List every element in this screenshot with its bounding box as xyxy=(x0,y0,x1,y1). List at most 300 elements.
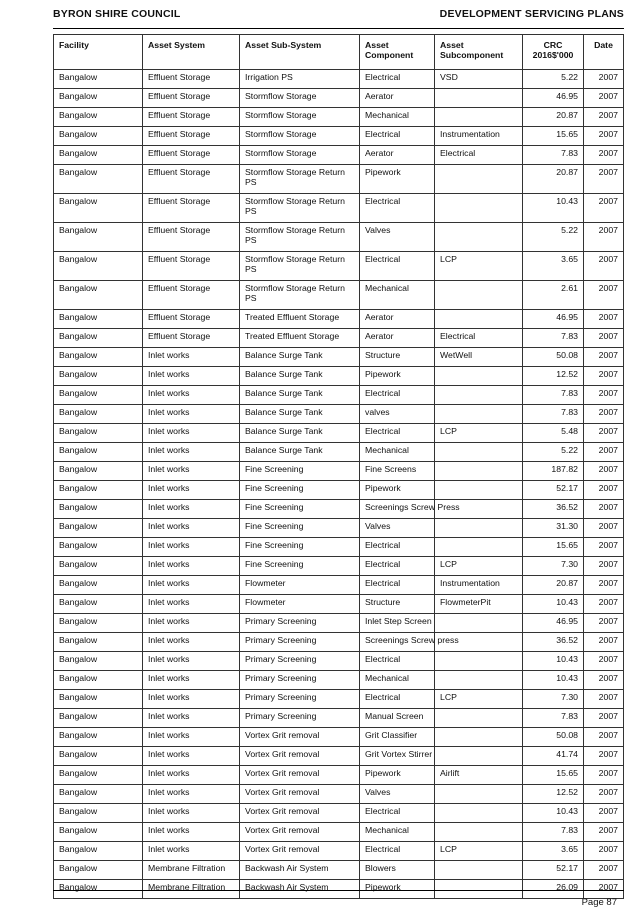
cell-asset-sub-system: Vortex Grit removal xyxy=(240,766,360,785)
cell-asset-sub-system: Stormflow Storage xyxy=(240,146,360,165)
cell-asset-subcomponent xyxy=(435,386,523,405)
cell-asset-subcomponent xyxy=(435,652,523,671)
column-header-date: Date xyxy=(584,35,624,70)
cell-facility: Bangalow xyxy=(54,443,143,462)
cell-asset-component: Inlet Step Screen xyxy=(360,614,435,633)
cell-asset-sub-system: Vortex Grit removal xyxy=(240,804,360,823)
cell-asset-subcomponent xyxy=(435,747,523,766)
cell-asset-component: Electrical xyxy=(360,557,435,576)
cell-facility: Bangalow xyxy=(54,538,143,557)
cell-date: 2007 xyxy=(584,281,624,310)
cell-asset-system: Inlet works xyxy=(143,614,240,633)
cell-crc-value: 7.83 xyxy=(523,146,584,165)
cell-crc-value: 5.22 xyxy=(523,223,584,252)
cell-asset-system: Inlet works xyxy=(143,519,240,538)
table-body xyxy=(54,70,624,899)
table-row xyxy=(54,804,624,823)
cell-crc-value: 7.30 xyxy=(523,690,584,709)
cell-asset-subcomponent: LCP xyxy=(435,690,523,709)
cell-asset-sub-system: Primary Screening xyxy=(240,633,360,652)
cell-date: 2007 xyxy=(584,766,624,785)
cell-asset-sub-system: Fine Screening xyxy=(240,538,360,557)
table-row xyxy=(54,329,624,348)
cell-facility: Bangalow xyxy=(54,804,143,823)
cell-asset-component: Aerator xyxy=(360,146,435,165)
cell-crc-value: 7.83 xyxy=(523,329,584,348)
cell-asset-system: Inlet works xyxy=(143,367,240,386)
cell-crc-value: 5.22 xyxy=(523,70,584,89)
cell-asset-component: Aerator xyxy=(360,310,435,329)
cell-asset-subcomponent: Instrumentation xyxy=(435,576,523,595)
table-row xyxy=(54,709,624,728)
cell-facility: Bangalow xyxy=(54,405,143,424)
cell-crc-value: 5.48 xyxy=(523,424,584,443)
cell-date: 2007 xyxy=(584,690,624,709)
cell-asset-sub-system: Balance Surge Tank xyxy=(240,443,360,462)
cell-asset-subcomponent: VSD xyxy=(435,70,523,89)
table-row xyxy=(54,614,624,633)
cell-asset-system: Membrane Filtration xyxy=(143,861,240,880)
cell-asset-component: Grit Vortex Stirrer xyxy=(360,747,435,766)
table-row xyxy=(54,728,624,747)
cell-crc-value: 7.83 xyxy=(523,386,584,405)
cell-asset-subcomponent xyxy=(435,614,523,633)
cell-date: 2007 xyxy=(584,519,624,538)
cell-crc-value: 10.43 xyxy=(523,652,584,671)
table-row xyxy=(54,557,624,576)
cell-asset-component: Electrical xyxy=(360,576,435,595)
column-header-asset-system: Asset System xyxy=(143,35,240,70)
cell-facility: Bangalow xyxy=(54,281,143,310)
table-row xyxy=(54,500,624,519)
cell-crc-value: 20.87 xyxy=(523,108,584,127)
cell-asset-component: Valves xyxy=(360,519,435,538)
cell-crc-value: 7.83 xyxy=(523,709,584,728)
cell-crc-value: 7.30 xyxy=(523,557,584,576)
cell-facility: Bangalow xyxy=(54,165,143,194)
table-row xyxy=(54,462,624,481)
cell-asset-system: Inlet works xyxy=(143,500,240,519)
cell-facility: Bangalow xyxy=(54,785,143,804)
cell-asset-subcomponent: LCP xyxy=(435,842,523,861)
cell-crc-value: 10.43 xyxy=(523,595,584,614)
cell-facility: Bangalow xyxy=(54,462,143,481)
cell-asset-sub-system: Stormflow Storage xyxy=(240,89,360,108)
column-header-asset-component: Asset Component xyxy=(360,35,435,70)
cell-asset-system: Inlet works xyxy=(143,424,240,443)
cell-asset-sub-system: Vortex Grit removal xyxy=(240,785,360,804)
cell-facility: Bangalow xyxy=(54,519,143,538)
cell-asset-system: Inlet works xyxy=(143,747,240,766)
table-row xyxy=(54,194,624,223)
cell-asset-component: Blowers xyxy=(360,861,435,880)
cell-asset-system: Effluent Storage xyxy=(143,70,240,89)
cell-facility: Bangalow xyxy=(54,348,143,367)
cell-crc-value: 7.83 xyxy=(523,823,584,842)
cell-date: 2007 xyxy=(584,671,624,690)
table-row xyxy=(54,89,624,108)
cell-date: 2007 xyxy=(584,127,624,146)
table-row xyxy=(54,223,624,252)
table-row xyxy=(54,146,624,165)
table-row xyxy=(54,281,624,310)
cell-date: 2007 xyxy=(584,462,624,481)
cell-asset-subcomponent xyxy=(435,194,523,223)
cell-crc-value: 50.08 xyxy=(523,348,584,367)
cell-facility: Bangalow xyxy=(54,728,143,747)
cell-asset-component: Structure xyxy=(360,595,435,614)
cell-date: 2007 xyxy=(584,880,624,899)
cell-date: 2007 xyxy=(584,252,624,281)
cell-asset-sub-system: Primary Screening xyxy=(240,709,360,728)
cell-asset-subcomponent: LCP xyxy=(435,424,523,443)
cell-facility: Bangalow xyxy=(54,329,143,348)
cell-asset-system: Inlet works xyxy=(143,785,240,804)
cell-crc-value: 3.65 xyxy=(523,842,584,861)
cell-asset-sub-system: Vortex Grit removal xyxy=(240,747,360,766)
council-name: BYRON SHIRE COUNCIL xyxy=(53,8,181,20)
table-row xyxy=(54,595,624,614)
cell-date: 2007 xyxy=(584,310,624,329)
cell-asset-sub-system: Stormflow Storage xyxy=(240,108,360,127)
cell-crc-value: 12.52 xyxy=(523,367,584,386)
cell-crc-value: 36.52 xyxy=(523,633,584,652)
cell-facility: Bangalow xyxy=(54,595,143,614)
cell-crc-value: 50.08 xyxy=(523,728,584,747)
table-row xyxy=(54,690,624,709)
cell-date: 2007 xyxy=(584,194,624,223)
cell-asset-component: Pipework xyxy=(360,766,435,785)
cell-asset-sub-system: Balance Surge Tank xyxy=(240,405,360,424)
table-row xyxy=(54,842,624,861)
cell-date: 2007 xyxy=(584,538,624,557)
cell-asset-subcomponent xyxy=(435,709,523,728)
cell-crc-value: 15.65 xyxy=(523,766,584,785)
cell-asset-subcomponent xyxy=(435,804,523,823)
cell-asset-subcomponent xyxy=(435,223,523,252)
cell-date: 2007 xyxy=(584,108,624,127)
cell-crc-value: 15.65 xyxy=(523,127,584,146)
cell-crc-value: 26.09 xyxy=(523,880,584,899)
cell-asset-sub-system: Flowmeter xyxy=(240,595,360,614)
cell-date: 2007 xyxy=(584,785,624,804)
cell-asset-subcomponent: WetWell xyxy=(435,348,523,367)
cell-asset-sub-system: Primary Screening xyxy=(240,690,360,709)
cell-asset-sub-system: Vortex Grit removal xyxy=(240,842,360,861)
cell-asset-component: Mechanical xyxy=(360,671,435,690)
cell-asset-subcomponent xyxy=(435,785,523,804)
cell-asset-component: Aerator xyxy=(360,329,435,348)
cell-asset-sub-system: Stormflow Storage Return PS xyxy=(240,281,360,310)
cell-asset-component: Electrical xyxy=(360,804,435,823)
cell-facility: Bangalow xyxy=(54,223,143,252)
cell-asset-subcomponent: LCP xyxy=(435,557,523,576)
column-header-asset-subcomponent: Asset Subcomponent xyxy=(435,35,523,70)
cell-asset-subcomponent xyxy=(435,880,523,899)
cell-facility: Bangalow xyxy=(54,842,143,861)
cell-crc-value: 52.17 xyxy=(523,481,584,500)
cell-asset-sub-system: Fine Screening xyxy=(240,462,360,481)
cell-date: 2007 xyxy=(584,223,624,252)
cell-asset-sub-system: Backwash Air System xyxy=(240,861,360,880)
page-number: Page 87 xyxy=(581,897,617,908)
cell-asset-component: Electrical xyxy=(360,424,435,443)
cell-asset-system: Inlet works xyxy=(143,728,240,747)
cell-facility: Bangalow xyxy=(54,690,143,709)
cell-date: 2007 xyxy=(584,823,624,842)
cell-asset-subcomponent xyxy=(435,823,523,842)
cell-date: 2007 xyxy=(584,348,624,367)
cell-asset-system: Inlet works xyxy=(143,462,240,481)
cell-asset-component: Mechanical xyxy=(360,281,435,310)
cell-asset-system: Effluent Storage xyxy=(143,127,240,146)
cell-asset-subcomponent: Electrical xyxy=(435,329,523,348)
table-row xyxy=(54,348,624,367)
cell-crc-value: 36.52 xyxy=(523,500,584,519)
cell-date: 2007 xyxy=(584,728,624,747)
cell-asset-sub-system: Treated Effluent Storage xyxy=(240,310,360,329)
cell-date: 2007 xyxy=(584,481,624,500)
table-row xyxy=(54,519,624,538)
cell-asset-system: Inlet works xyxy=(143,348,240,367)
cell-asset-system: Inlet works xyxy=(143,633,240,652)
cell-date: 2007 xyxy=(584,70,624,89)
page-header xyxy=(53,8,624,26)
cell-facility: Bangalow xyxy=(54,671,143,690)
cell-asset-component: Electrical xyxy=(360,252,435,281)
cell-asset-component: Electrical xyxy=(360,652,435,671)
cell-asset-subcomponent xyxy=(435,310,523,329)
cell-date: 2007 xyxy=(584,652,624,671)
cell-crc-value: 46.95 xyxy=(523,310,584,329)
table-row xyxy=(54,70,624,89)
cell-asset-component: Valves xyxy=(360,785,435,804)
cell-asset-sub-system: Balance Surge Tank xyxy=(240,348,360,367)
cell-asset-system: Inlet works xyxy=(143,804,240,823)
table-row xyxy=(54,747,624,766)
cell-crc-value: 3.65 xyxy=(523,252,584,281)
cell-asset-system: Effluent Storage xyxy=(143,223,240,252)
cell-asset-system: Inlet works xyxy=(143,576,240,595)
cell-date: 2007 xyxy=(584,804,624,823)
cell-facility: Bangalow xyxy=(54,500,143,519)
cell-facility: Bangalow xyxy=(54,108,143,127)
cell-asset-component: Electrical xyxy=(360,70,435,89)
document-title: DEVELOPMENT SERVICING PLANS xyxy=(439,8,624,20)
cell-asset-sub-system: Stormflow Storage Return PS xyxy=(240,252,360,281)
cell-asset-system: Inlet works xyxy=(143,405,240,424)
cell-asset-system: Inlet works xyxy=(143,766,240,785)
cell-crc-value: 7.83 xyxy=(523,405,584,424)
cell-asset-sub-system: Stormflow Storage Return PS xyxy=(240,223,360,252)
footer-divider xyxy=(53,890,624,891)
cell-asset-sub-system: Balance Surge Tank xyxy=(240,386,360,405)
cell-asset-system: Effluent Storage xyxy=(143,310,240,329)
cell-facility: Bangalow xyxy=(54,481,143,500)
cell-asset-sub-system: Flowmeter xyxy=(240,576,360,595)
header-divider xyxy=(53,28,624,29)
table-row xyxy=(54,671,624,690)
table-row xyxy=(54,424,624,443)
cell-asset-system: Effluent Storage xyxy=(143,281,240,310)
cell-asset-component: Pipework xyxy=(360,165,435,194)
cell-asset-component: Mechanical xyxy=(360,823,435,842)
cell-asset-subcomponent xyxy=(435,538,523,557)
cell-asset-subcomponent xyxy=(435,443,523,462)
cell-asset-subcomponent xyxy=(435,367,523,386)
cell-date: 2007 xyxy=(584,747,624,766)
cell-crc-value: 46.95 xyxy=(523,614,584,633)
cell-asset-system: Inlet works xyxy=(143,709,240,728)
cell-asset-system: Inlet works xyxy=(143,842,240,861)
cell-facility: Bangalow xyxy=(54,367,143,386)
table-row xyxy=(54,405,624,424)
cell-asset-subcomponent xyxy=(435,728,523,747)
cell-crc-value: 31.30 xyxy=(523,519,584,538)
cell-asset-sub-system: Balance Surge Tank xyxy=(240,367,360,386)
table-row xyxy=(54,108,624,127)
column-header-asset-sub-system: Asset Sub-System xyxy=(240,35,360,70)
table-header-row xyxy=(54,35,624,70)
cell-asset-subcomponent xyxy=(435,281,523,310)
cell-asset-component: Fine Screens xyxy=(360,462,435,481)
cell-asset-subcomponent xyxy=(435,89,523,108)
cell-asset-component: Electrical xyxy=(360,194,435,223)
cell-asset-system: Effluent Storage xyxy=(143,194,240,223)
cell-asset-system: Inlet works xyxy=(143,823,240,842)
cell-facility: Bangalow xyxy=(54,146,143,165)
cell-asset-component: Electrical xyxy=(360,386,435,405)
cell-asset-system: Inlet works xyxy=(143,595,240,614)
cell-asset-component: Pipework xyxy=(360,880,435,899)
cell-crc-value: 187.82 xyxy=(523,462,584,481)
cell-asset-component: Valves xyxy=(360,223,435,252)
cell-crc-value: 10.43 xyxy=(523,804,584,823)
cell-facility: Bangalow xyxy=(54,880,143,899)
cell-facility: Bangalow xyxy=(54,861,143,880)
cell-asset-sub-system: Primary Screening xyxy=(240,671,360,690)
cell-crc-value: 12.52 xyxy=(523,785,584,804)
table-row xyxy=(54,127,624,146)
cell-asset-subcomponent: FlowmeterPit xyxy=(435,595,523,614)
cell-date: 2007 xyxy=(584,165,624,194)
cell-asset-sub-system: Balance Surge Tank xyxy=(240,424,360,443)
cell-asset-system: Inlet works xyxy=(143,690,240,709)
cell-crc-value: 5.22 xyxy=(523,443,584,462)
cell-date: 2007 xyxy=(584,386,624,405)
cell-crc-value: 20.87 xyxy=(523,576,584,595)
cell-asset-component: Screenings Screw Press xyxy=(360,500,435,519)
cell-asset-system: Inlet works xyxy=(143,443,240,462)
cell-asset-sub-system: Stormflow Storage xyxy=(240,127,360,146)
column-header-facility: Facility xyxy=(54,35,143,70)
cell-facility: Bangalow xyxy=(54,70,143,89)
cell-asset-component: Grit Classifier xyxy=(360,728,435,747)
cell-asset-system: Inlet works xyxy=(143,557,240,576)
cell-asset-system: Effluent Storage xyxy=(143,165,240,194)
table-row xyxy=(54,443,624,462)
cell-asset-subcomponent xyxy=(435,481,523,500)
asset-table xyxy=(53,34,624,899)
cell-asset-subcomponent xyxy=(435,108,523,127)
cell-date: 2007 xyxy=(584,842,624,861)
cell-facility: Bangalow xyxy=(54,747,143,766)
cell-asset-subcomponent xyxy=(435,519,523,538)
cell-asset-system: Membrane Filtration xyxy=(143,880,240,899)
cell-facility: Bangalow xyxy=(54,576,143,595)
cell-asset-system: Effluent Storage xyxy=(143,252,240,281)
cell-date: 2007 xyxy=(584,709,624,728)
cell-facility: Bangalow xyxy=(54,127,143,146)
cell-asset-system: Inlet works xyxy=(143,652,240,671)
cell-asset-sub-system: Backwash Air System xyxy=(240,880,360,899)
cell-asset-subcomponent xyxy=(435,861,523,880)
cell-crc-value: 52.17 xyxy=(523,861,584,880)
cell-asset-system: Effluent Storage xyxy=(143,146,240,165)
cell-facility: Bangalow xyxy=(54,557,143,576)
table-row xyxy=(54,367,624,386)
cell-asset-component: Electrical xyxy=(360,538,435,557)
cell-date: 2007 xyxy=(584,89,624,108)
cell-date: 2007 xyxy=(584,424,624,443)
cell-crc-value: 46.95 xyxy=(523,89,584,108)
cell-asset-component: Electrical xyxy=(360,842,435,861)
table-row xyxy=(54,310,624,329)
table-row xyxy=(54,252,624,281)
cell-asset-subcomponent xyxy=(435,462,523,481)
cell-crc-value: 2.61 xyxy=(523,281,584,310)
cell-date: 2007 xyxy=(584,146,624,165)
cell-asset-component: valves xyxy=(360,405,435,424)
cell-asset-subcomponent: Instrumentation xyxy=(435,127,523,146)
cell-asset-subcomponent: Airlift xyxy=(435,766,523,785)
cell-date: 2007 xyxy=(584,861,624,880)
table-row xyxy=(54,165,624,194)
cell-asset-subcomponent xyxy=(435,405,523,424)
cell-asset-sub-system: Fine Screening xyxy=(240,519,360,538)
cell-asset-system: Inlet works xyxy=(143,671,240,690)
cell-asset-system: Inlet works xyxy=(143,386,240,405)
table-row xyxy=(54,576,624,595)
cell-facility: Bangalow xyxy=(54,709,143,728)
cell-asset-system: Effluent Storage xyxy=(143,89,240,108)
cell-asset-component: Manual Screen xyxy=(360,709,435,728)
cell-asset-sub-system: Vortex Grit removal xyxy=(240,728,360,747)
cell-asset-sub-system: Fine Screening xyxy=(240,557,360,576)
cell-asset-sub-system: Treated Effluent Storage xyxy=(240,329,360,348)
cell-crc-value: 20.87 xyxy=(523,165,584,194)
cell-facility: Bangalow xyxy=(54,652,143,671)
cell-date: 2007 xyxy=(584,329,624,348)
table-row xyxy=(54,766,624,785)
cell-date: 2007 xyxy=(584,557,624,576)
cell-asset-component: Electrical xyxy=(360,127,435,146)
cell-facility: Bangalow xyxy=(54,766,143,785)
cell-asset-sub-system: Irrigation PS xyxy=(240,70,360,89)
cell-asset-sub-system: Stormflow Storage Return PS xyxy=(240,194,360,223)
cell-facility: Bangalow xyxy=(54,310,143,329)
cell-facility: Bangalow xyxy=(54,823,143,842)
cell-asset-system: Inlet works xyxy=(143,481,240,500)
cell-asset-subcomponent: LCP xyxy=(435,252,523,281)
cell-asset-sub-system: Primary Screening xyxy=(240,614,360,633)
cell-date: 2007 xyxy=(584,443,624,462)
cell-date: 2007 xyxy=(584,576,624,595)
cell-asset-component: Mechanical xyxy=(360,443,435,462)
table-row xyxy=(54,823,624,842)
cell-crc-value: 10.43 xyxy=(523,194,584,223)
cell-asset-component: Electrical xyxy=(360,690,435,709)
